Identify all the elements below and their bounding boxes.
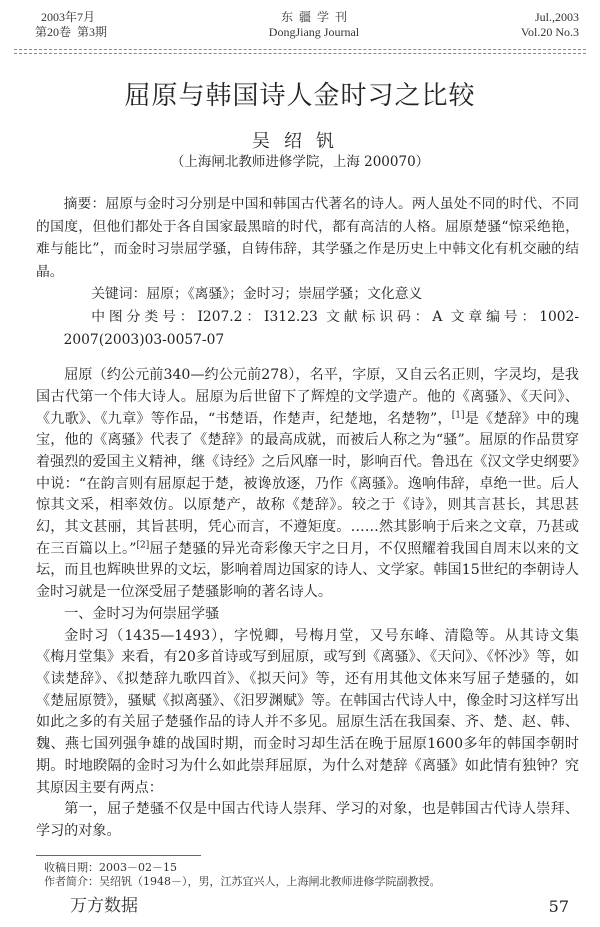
keywords: 关键词：屈原；《离骚》；金时习；崇屈学骚；文化意义 — [91, 286, 423, 303]
paragraph-intro — [36, 365, 579, 604]
article-body — [36, 365, 579, 842]
paragraph-text: 屈原（约公元前340—约公元前278），名平，字原，又自云名正则，字灵均，是我国古代第一个伟大诗人。屈原为后世留下了辉煌的文学遗产。他的《离骚》、《天问》、《九歌》、《九章》等作品，“书楚语，作楚声，纪楚地，名楚物”， — [36, 367, 579, 427]
received-date: 收稿日期：2003－02－15 — [44, 860, 177, 874]
article-title: 屈原与韩国诗人金时习之比较 — [124, 81, 476, 111]
citation-ref[interactable]: [1] — [451, 409, 465, 420]
paragraph-text: 是《楚辞》中的瑰宝，他的《离骚》代表了《楚辞》的最高成就，而被后人称之为“骚”。屈原的作品贯穿着强烈的爱国主义精神，继《诗经》之后风靡一时，影响百代。鲁迅在《汉文学史纲要》中说：“在韵言则有屈原起于楚，被谗放逐，乃作《离骚》。逸响伟辞，卓绝一世。后人惊其文采，相率效仿。以原楚产，故称《楚辞》。较之于《诗》，则其言甚长，其思甚幻，其文甚丽，其旨甚明，凭心而言，不遵矩度。……然其影响于后来之文章，乃甚或在三百篇以上。” — [36, 410, 580, 557]
header-journal — [269, 10, 359, 40]
classification: 中图分类号：I207.2：I312.23 文献标识码：A 文章编号：1002-2007(2003)03-0057-07 — [63, 308, 579, 348]
volume-issue-en: Vol.20 No.3 — [520, 25, 579, 39]
paragraph: 第一，屈子楚骚不仅是中国古代诗人崇拜、学习的对象，也是韩国古代诗人崇拜、学习的对象。 — [36, 801, 579, 839]
author-name: 吴绍钒 — [252, 131, 348, 152]
header-rule — [14, 49, 586, 54]
abstract-block — [36, 193, 579, 351]
paragraph: 金时习（1435—1493），字悦卿，号梅月堂，又号东峰、清隐等。从其诗文集《梅月堂集》来看，有20多首诗或写到屈原，或写到《离骚》、《天问》、《怀沙》等，如《读楚辞》、《拟楚辞九歌四首》、《拟天问》等，还有用其他文体来写屈子楚骚的，如《楚屈原赞》，骚赋《拟离骚》、《汨罗渊赋》等。在韩国古代诗人中，像金时习这样写出如此之多的有关屈子楚骚作品的诗人并不多见。屈原生活在我国秦、齐、楚、赵、韩、魏、燕七国列强争雄的战国时期，而金时习却生活在晚于屈原1600多年的韩国李朝时期。时地睽隔的金时习为什么如此崇拜屈原，为什么对楚辞《离骚》如此情有独钟？究其原因主要有两点： — [36, 627, 579, 796]
header-volume-en — [521, 10, 579, 40]
journal-name-cn: 东 疆 学 刊 — [280, 10, 347, 24]
issue-date-en: Jul.,2003 — [534, 10, 579, 24]
footnotes — [44, 861, 579, 889]
issue-date: 2003年7月 — [41, 10, 96, 24]
wanfang-watermark: 万方数据 — [70, 895, 138, 916]
page-number: 57 — [548, 896, 569, 916]
running-header — [21, 10, 579, 40]
journal-name-en: DongJiang Journal — [268, 25, 360, 39]
section-heading: 一、金时习为何崇屈学骚 — [64, 605, 220, 622]
paragraph-text: 屈子楚骚的异光奇彩像天宇之日月，不仅照耀着我国自周末以来的文坛，而且也辉映世界的文坛，影响着周边国家的诗人、文学家。韩国15世纪的李朝诗人金时习就是一位深受屈子楚骚影响的著名诗人。 — [36, 540, 580, 601]
author-affiliation: （上海闸北教师进修学院，上海 200070） — [170, 154, 430, 170]
author-bio: 作者简介：吴绍钒（1948－），男，江苏宜兴人，上海闸北教师进修学院副教授。 — [44, 874, 441, 888]
abstract: 摘要：屈原与金时习分别是中国和韩国古代著名的诗人。两人虽处不同的时代、不同的国度，但他们都处于各自国家最黑暗的时代，都有高洁的人格。屈原楚骚“惊采绝艳，难与能比”，而金时习崇屈学骚，自铸伟辞，其学骚之作是历史上中韩文化有机交融的结晶。 — [36, 196, 579, 280]
page-footer — [70, 895, 579, 917]
citation-ref[interactable]: [2] — [136, 540, 150, 551]
header-issue-date — [35, 10, 107, 40]
volume-issue: 第20卷 第3期 — [35, 25, 108, 39]
footnote-rule — [36, 855, 201, 856]
